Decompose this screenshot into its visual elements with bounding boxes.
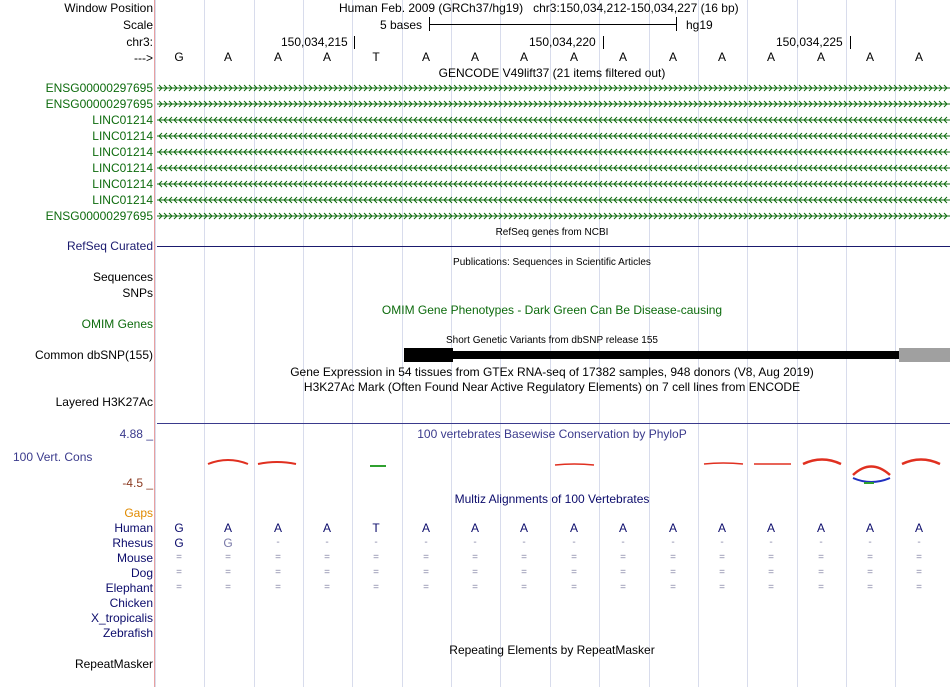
alignment-base: = <box>324 552 330 563</box>
alignment-base: = <box>324 567 330 578</box>
alignment-base: A <box>569 521 578 535</box>
alignment-base: = <box>719 582 725 593</box>
alignment-base: = <box>571 552 577 563</box>
alignment-base: = <box>373 552 379 563</box>
alignment-base: = <box>719 567 725 578</box>
gaps-label[interactable]: Gaps <box>124 506 153 520</box>
alignment-base: A <box>914 521 923 535</box>
alignment-base: G <box>174 521 184 535</box>
alignment-base: = <box>225 552 231 563</box>
alignment-base: = <box>768 582 774 593</box>
coord-tick <box>603 36 604 49</box>
omim-track-title[interactable]: OMIM Gene Phenotypes - Dark Green Can Be Disease-causing <box>381 303 723 317</box>
sequence-base: A <box>519 50 528 64</box>
gencode-transcript-label[interactable]: ENSG00000297695 <box>45 209 153 223</box>
sequence-base: A <box>865 50 874 64</box>
alignment-base: = <box>670 552 676 563</box>
alignment-base: - <box>671 537 675 548</box>
alignment-base: = <box>571 567 577 578</box>
dbsnp-variant-block-gray[interactable] <box>899 348 950 362</box>
alignment-base: A <box>816 521 825 535</box>
alignment-base: - <box>868 537 872 548</box>
gencode-transcript-label[interactable]: LINC01214 <box>92 145 153 159</box>
alignment-base: - <box>769 537 773 548</box>
dbsnp-label[interactable]: Common dbSNP(155) <box>34 348 153 362</box>
gencode-transcript-label[interactable]: LINC01214 <box>92 113 153 127</box>
alignment-base: = <box>373 582 379 593</box>
alignment-base: - <box>819 537 823 548</box>
gencode-transcript-line[interactable] <box>157 83 950 93</box>
alignment-base: = <box>916 582 922 593</box>
alignment-base: A <box>668 521 677 535</box>
alignment-base: T <box>372 521 380 535</box>
alignment-base: A <box>519 521 528 535</box>
alignment-base: A <box>322 521 331 535</box>
gencode-transcript-line[interactable] <box>157 115 950 125</box>
h3k27ac-track-title[interactable]: H3K27Ac Mark (Often Found Near Active Regulatory Elements) on 7 cell lines from ENCODE <box>303 380 801 394</box>
sequence-base: A <box>914 50 923 64</box>
scale-db: hg19 <box>686 18 713 32</box>
alignment-base: = <box>423 567 429 578</box>
alignment-base: = <box>275 552 281 563</box>
alignment-base: = <box>521 582 527 593</box>
gencode-transcript-line[interactable] <box>157 179 950 189</box>
alignment-base: = <box>521 552 527 563</box>
alignment-base: = <box>620 567 626 578</box>
alignment-base: A <box>421 521 430 535</box>
sequence-base: A <box>618 50 627 64</box>
alignment-base: = <box>275 567 281 578</box>
alignment-base: = <box>225 582 231 593</box>
phylop-plot[interactable] <box>157 452 950 492</box>
species-label[interactable]: Chicken <box>109 596 153 610</box>
h3k27ac-label[interactable]: Layered H3K27Ac <box>55 395 153 409</box>
alignment-base: = <box>719 552 725 563</box>
alignment-base: = <box>620 552 626 563</box>
alignment-base: - <box>325 537 329 548</box>
species-label[interactable]: Human <box>114 521 153 535</box>
alignment-base: = <box>620 582 626 593</box>
phylop-peak <box>555 464 594 465</box>
sequence-base: A <box>668 50 677 64</box>
phylop-peak <box>902 460 940 465</box>
sequence-base: A <box>273 50 282 64</box>
alignment-base: - <box>572 537 576 548</box>
gencode-track-title[interactable]: GENCODE V49lift37 (21 items filtered out) <box>438 66 666 80</box>
strand-label: ---> <box>134 51 153 65</box>
coord-label: 150,034,215 <box>281 35 348 49</box>
omim-label[interactable]: OMIM Genes <box>81 317 153 331</box>
conservation-max-value: 4.88 _ <box>119 427 153 441</box>
alignment-base: = <box>176 552 182 563</box>
alignment-base: = <box>867 582 873 593</box>
window-position-label: Window Position <box>64 1 153 15</box>
gencode-transcript-line[interactable] <box>157 163 950 173</box>
alignment-base: = <box>472 567 478 578</box>
alignment-base: - <box>720 537 724 548</box>
conservation-min-value: -4.5 _ <box>122 476 153 490</box>
dbsnp-variant-bar[interactable] <box>453 351 899 359</box>
alignment-base: A <box>618 521 627 535</box>
coord-label: 150,034,225 <box>776 35 843 49</box>
multiz-track-title[interactable]: Multiz Alignments of 100 Vertebrates <box>454 492 650 506</box>
sequence-base: A <box>766 50 775 64</box>
phylop-peak <box>853 467 890 476</box>
alignment-base: = <box>275 582 281 593</box>
alignment-base: = <box>423 552 429 563</box>
conservation-label[interactable]: 100 Vert. Cons <box>13 450 93 464</box>
label-panel-divider[interactable] <box>154 0 155 687</box>
alignment-base: = <box>670 582 676 593</box>
alignment-base: = <box>324 582 330 593</box>
scale-label: Scale <box>122 18 153 32</box>
alignment-base: = <box>818 552 824 563</box>
sequence-base: A <box>223 50 232 64</box>
refseq-gene-line[interactable] <box>157 246 950 247</box>
repeatmasker-track-title[interactable]: Repeating Elements by RepeatMasker <box>449 643 655 657</box>
dbsnp-variant-block[interactable] <box>404 348 453 362</box>
phylop-peak <box>258 462 296 464</box>
phylop-track-title[interactable]: 100 vertebrates Basewise Conservation by PhyloP <box>417 427 687 441</box>
alignment-base: = <box>670 567 676 578</box>
alignment-base: - <box>473 537 477 548</box>
sequence-base: A <box>322 50 331 64</box>
position-text: chr3:150,034,212-150,034,227 (16 bp) <box>533 1 739 15</box>
phylop-peak <box>208 460 248 464</box>
alignment-base: - <box>522 537 526 548</box>
gencode-transcript-label[interactable]: ENSG00000297695 <box>45 81 153 95</box>
refseq-label[interactable]: RefSeq Curated <box>66 239 153 253</box>
sequence-base: A <box>421 50 430 64</box>
alignment-base: A <box>223 521 232 535</box>
alignment-base: = <box>768 567 774 578</box>
alignment-base: = <box>768 552 774 563</box>
coord-tick <box>850 36 851 49</box>
gencode-transcript-label[interactable]: LINC01214 <box>92 129 153 143</box>
scale-text: 5 bases <box>380 18 423 32</box>
alignment-base: = <box>818 567 824 578</box>
alignment-base: = <box>472 552 478 563</box>
alignment-base: = <box>373 567 379 578</box>
gencode-transcript-label[interactable]: ENSG00000297695 <box>45 97 153 111</box>
gencode-transcript-line[interactable] <box>157 147 950 157</box>
sequences-label[interactable]: Sequences <box>92 270 153 284</box>
gencode-transcript-line[interactable] <box>157 99 950 109</box>
alignment-base: A <box>865 521 874 535</box>
gencode-transcript-line[interactable] <box>157 195 950 205</box>
alignment-base: - <box>917 537 921 548</box>
alignment-base: A <box>717 521 726 535</box>
gtex-track-title[interactable]: Gene Expression in 54 tissues from GTEx RNA-seq of 17382 samples, 948 donors (V8, Aug 2019) <box>290 365 814 379</box>
grid-line <box>155 0 156 687</box>
sequence-base: G <box>174 50 184 64</box>
sequence-base: A <box>717 50 726 64</box>
species-label[interactable]: Elephant <box>105 581 153 595</box>
alignment-base: = <box>472 582 478 593</box>
gencode-transcript-line[interactable] <box>157 131 950 141</box>
species-label[interactable]: Zebrafish <box>102 626 153 640</box>
gencode-transcript-line[interactable] <box>157 211 950 221</box>
phylop-negative-peak <box>853 478 890 482</box>
snps-label[interactable]: SNPs <box>122 286 153 300</box>
sequence-base: A <box>569 50 578 64</box>
gencode-transcript-label[interactable]: LINC01214 <box>92 161 153 175</box>
alignment-base: - <box>276 537 280 548</box>
alignment-base: - <box>374 537 378 548</box>
alignment-base: = <box>867 567 873 578</box>
refseq-track-title[interactable]: RefSeq genes from NCBI <box>495 227 609 238</box>
alignment-base: G <box>223 536 233 550</box>
alignment-base: - <box>621 537 625 548</box>
dbsnp-track-title[interactable]: Short Genetic Variants from dbSNP release 155 <box>446 335 658 346</box>
alignment-base: = <box>916 567 922 578</box>
phylop-peak <box>704 463 743 464</box>
alignment-base: A <box>273 521 282 535</box>
sequence-base: A <box>816 50 825 64</box>
gencode-transcript-label[interactable]: LINC01214 <box>92 193 153 207</box>
conservation-top-line <box>157 423 950 424</box>
scale-bar <box>429 17 677 31</box>
alignment-base: - <box>424 537 428 548</box>
chromosome-label: chr3: <box>126 35 153 49</box>
phylop-peak <box>803 460 841 465</box>
sequence-base: A <box>470 50 479 64</box>
alignment-base: = <box>176 582 182 593</box>
alignment-base: = <box>521 567 527 578</box>
alignment-base: = <box>423 582 429 593</box>
alignment-base: A <box>766 521 775 535</box>
alignment-base: G <box>174 536 184 550</box>
coord-label: 150,034,220 <box>529 35 596 49</box>
alignment-base: = <box>818 582 824 593</box>
species-label[interactable]: Mouse <box>116 551 153 565</box>
gencode-transcript-label[interactable]: LINC01214 <box>92 177 153 191</box>
sequence-base: T <box>372 50 380 64</box>
alignment-base: = <box>176 567 182 578</box>
alignment-base: = <box>867 552 873 563</box>
publications-track-title[interactable]: Publications: Sequences in Scientific Articles <box>453 257 651 268</box>
species-label[interactable]: Rhesus <box>112 536 153 550</box>
alignment-base: = <box>571 582 577 593</box>
assembly-text: Human Feb. 2009 (GRCh37/hg19) <box>339 1 524 15</box>
species-label[interactable]: Dog <box>130 566 153 580</box>
repeatmasker-label[interactable]: RepeatMasker <box>74 657 153 671</box>
assembly-and-position[interactable] <box>339 1 739 15</box>
alignment-base: = <box>225 567 231 578</box>
alignment-base: = <box>916 552 922 563</box>
alignment-base: A <box>470 521 479 535</box>
coord-tick <box>354 36 355 49</box>
species-label[interactable]: X_tropicalis <box>90 611 153 625</box>
